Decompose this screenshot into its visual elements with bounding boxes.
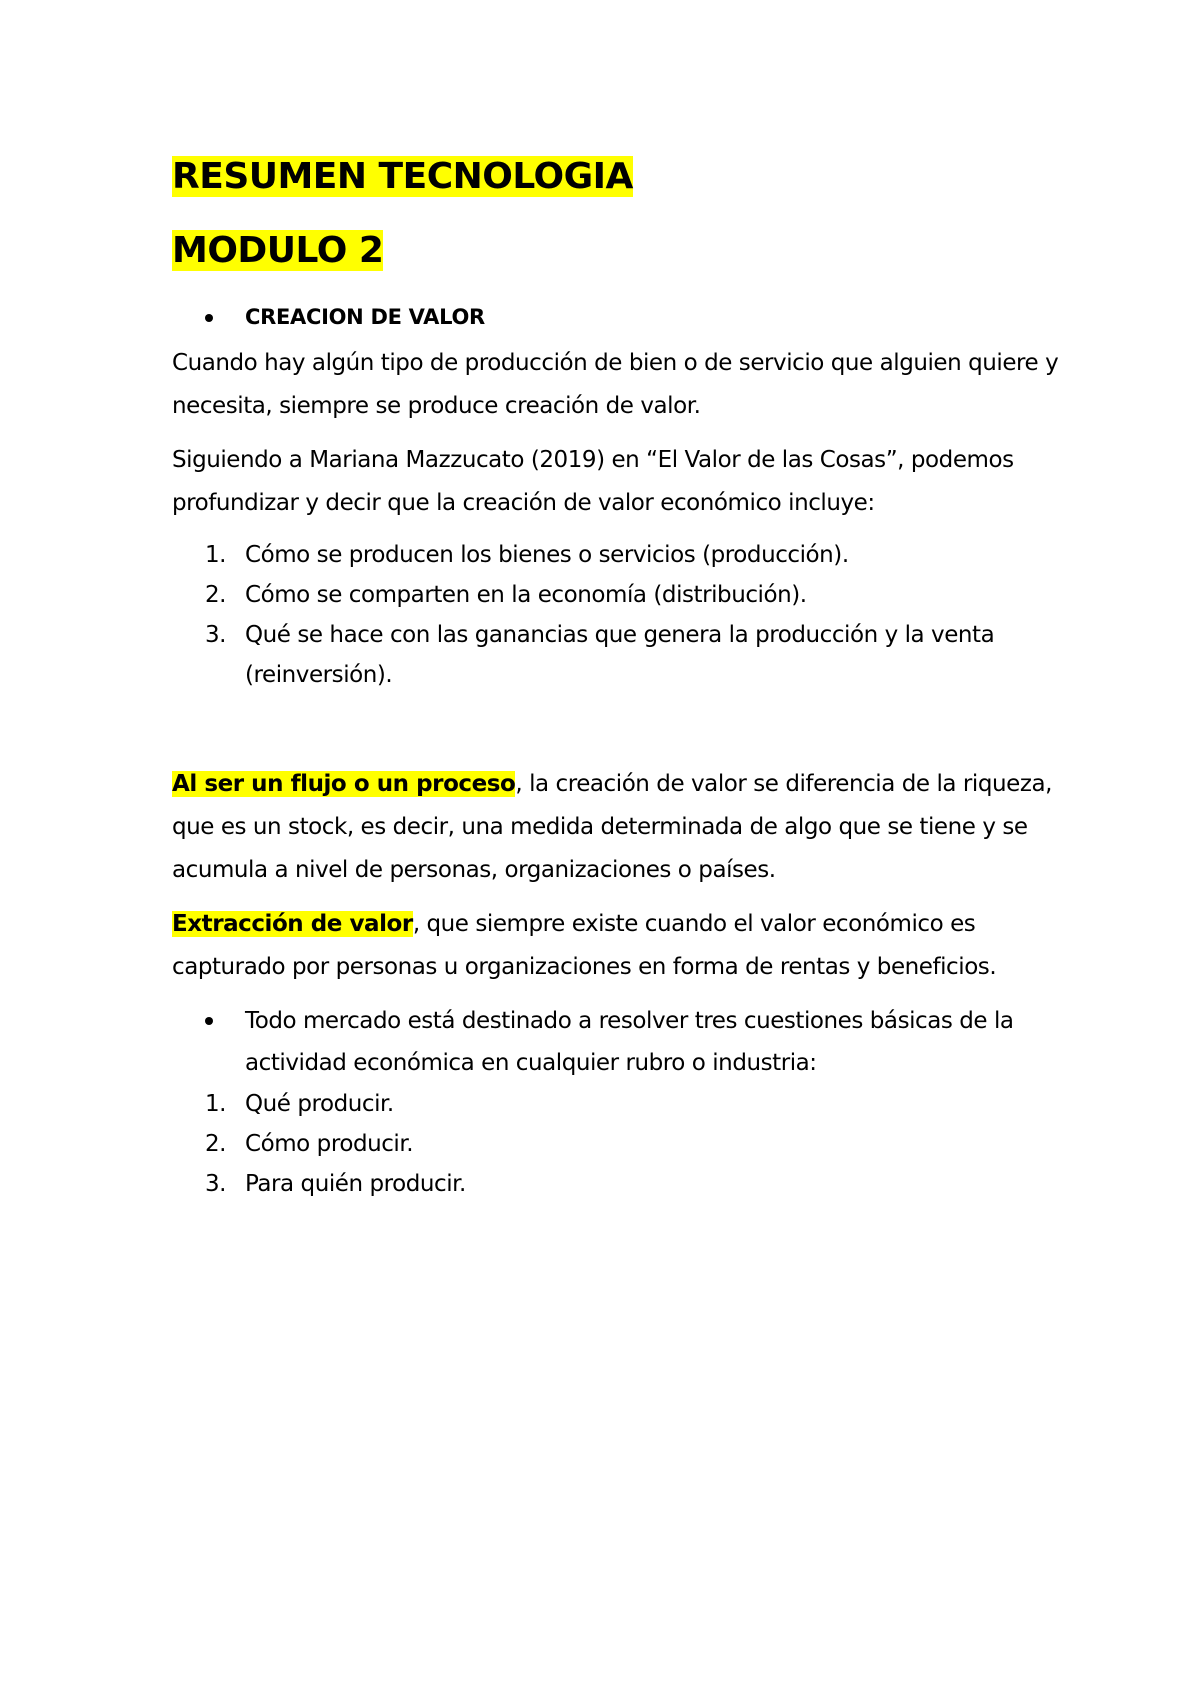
list-item <box>172 1084 1072 1124</box>
list-item-text: Qué se hace con las ganancias que genera la producción y la venta (reinversión). <box>245 622 995 688</box>
list-item-text: Cómo producir. <box>245 1131 414 1157</box>
paragraph-mazzucato: Siguiendo a Mariana Mazzucato (2019) en “El Valor de las Cosas”, podemos profundizar y decir que la creación de valor económico incluye: <box>172 447 1014 516</box>
paragraph-definition: Cuando hay algún tipo de producción de bien o de servicio que alguien quiere y necesita, siempre se produce creación de valor. <box>172 350 1059 419</box>
paragraph-text: , la creación de valor se diferencia de la riqueza, que es un stock, es decir, una medida determinada de algo que se tiene y se acumula a nivel de personas, organizaciones o países. <box>172 771 1052 883</box>
list-item <box>172 1124 1072 1164</box>
list-item-text: Qué producir. <box>245 1091 394 1117</box>
section-heading-creacion-de-valor: CREACION DE VALOR <box>172 302 1072 332</box>
value-creation-list <box>172 535 1072 695</box>
list-item-text: Para quién producir. <box>245 1171 466 1197</box>
market-questions-list <box>172 1084 1072 1204</box>
subtitle-highlight: MODULO 2 <box>172 230 384 271</box>
list-number: 1. <box>205 542 227 568</box>
paragraph-text: , que siempre existe cuando el valor económico es capturado por personas u organizaciones en forma de rentas y beneficios. <box>172 911 997 980</box>
list-number: 2. <box>205 582 227 608</box>
highlight-extraccion-valor: Extracción de valor <box>172 911 413 937</box>
list-item <box>172 1164 1072 1204</box>
market-bullet-list <box>172 1000 1072 1084</box>
paragraph-extraccion-valor <box>172 903 1072 989</box>
list-number: 3. <box>205 1171 227 1197</box>
list-item-market: Todo mercado está destinado a resolver tres cuestiones básicas de la actividad económica en cualquier rubro o industria: <box>172 1000 1072 1084</box>
highlight-flujo-proceso: Al ser un flujo o un proceso <box>172 771 516 797</box>
list-item-text: Cómo se producen los bienes o servicios (producción). <box>245 542 849 568</box>
list-number: 3. <box>205 622 227 648</box>
title-highlight: RESUMEN TECNOLOGIA <box>172 156 633 197</box>
list-item <box>172 535 1072 575</box>
list-number: 2. <box>205 1131 227 1157</box>
document-title <box>172 152 1072 202</box>
paragraph-flujo-proceso <box>172 763 1072 892</box>
list-item-text: Cómo se comparten en la economía (distribución). <box>245 582 807 608</box>
list-item <box>172 575 1072 615</box>
list-item <box>172 615 1072 695</box>
list-number: 1. <box>205 1091 227 1117</box>
document-page <box>172 140 1072 1204</box>
document-subtitle <box>172 226 1072 276</box>
